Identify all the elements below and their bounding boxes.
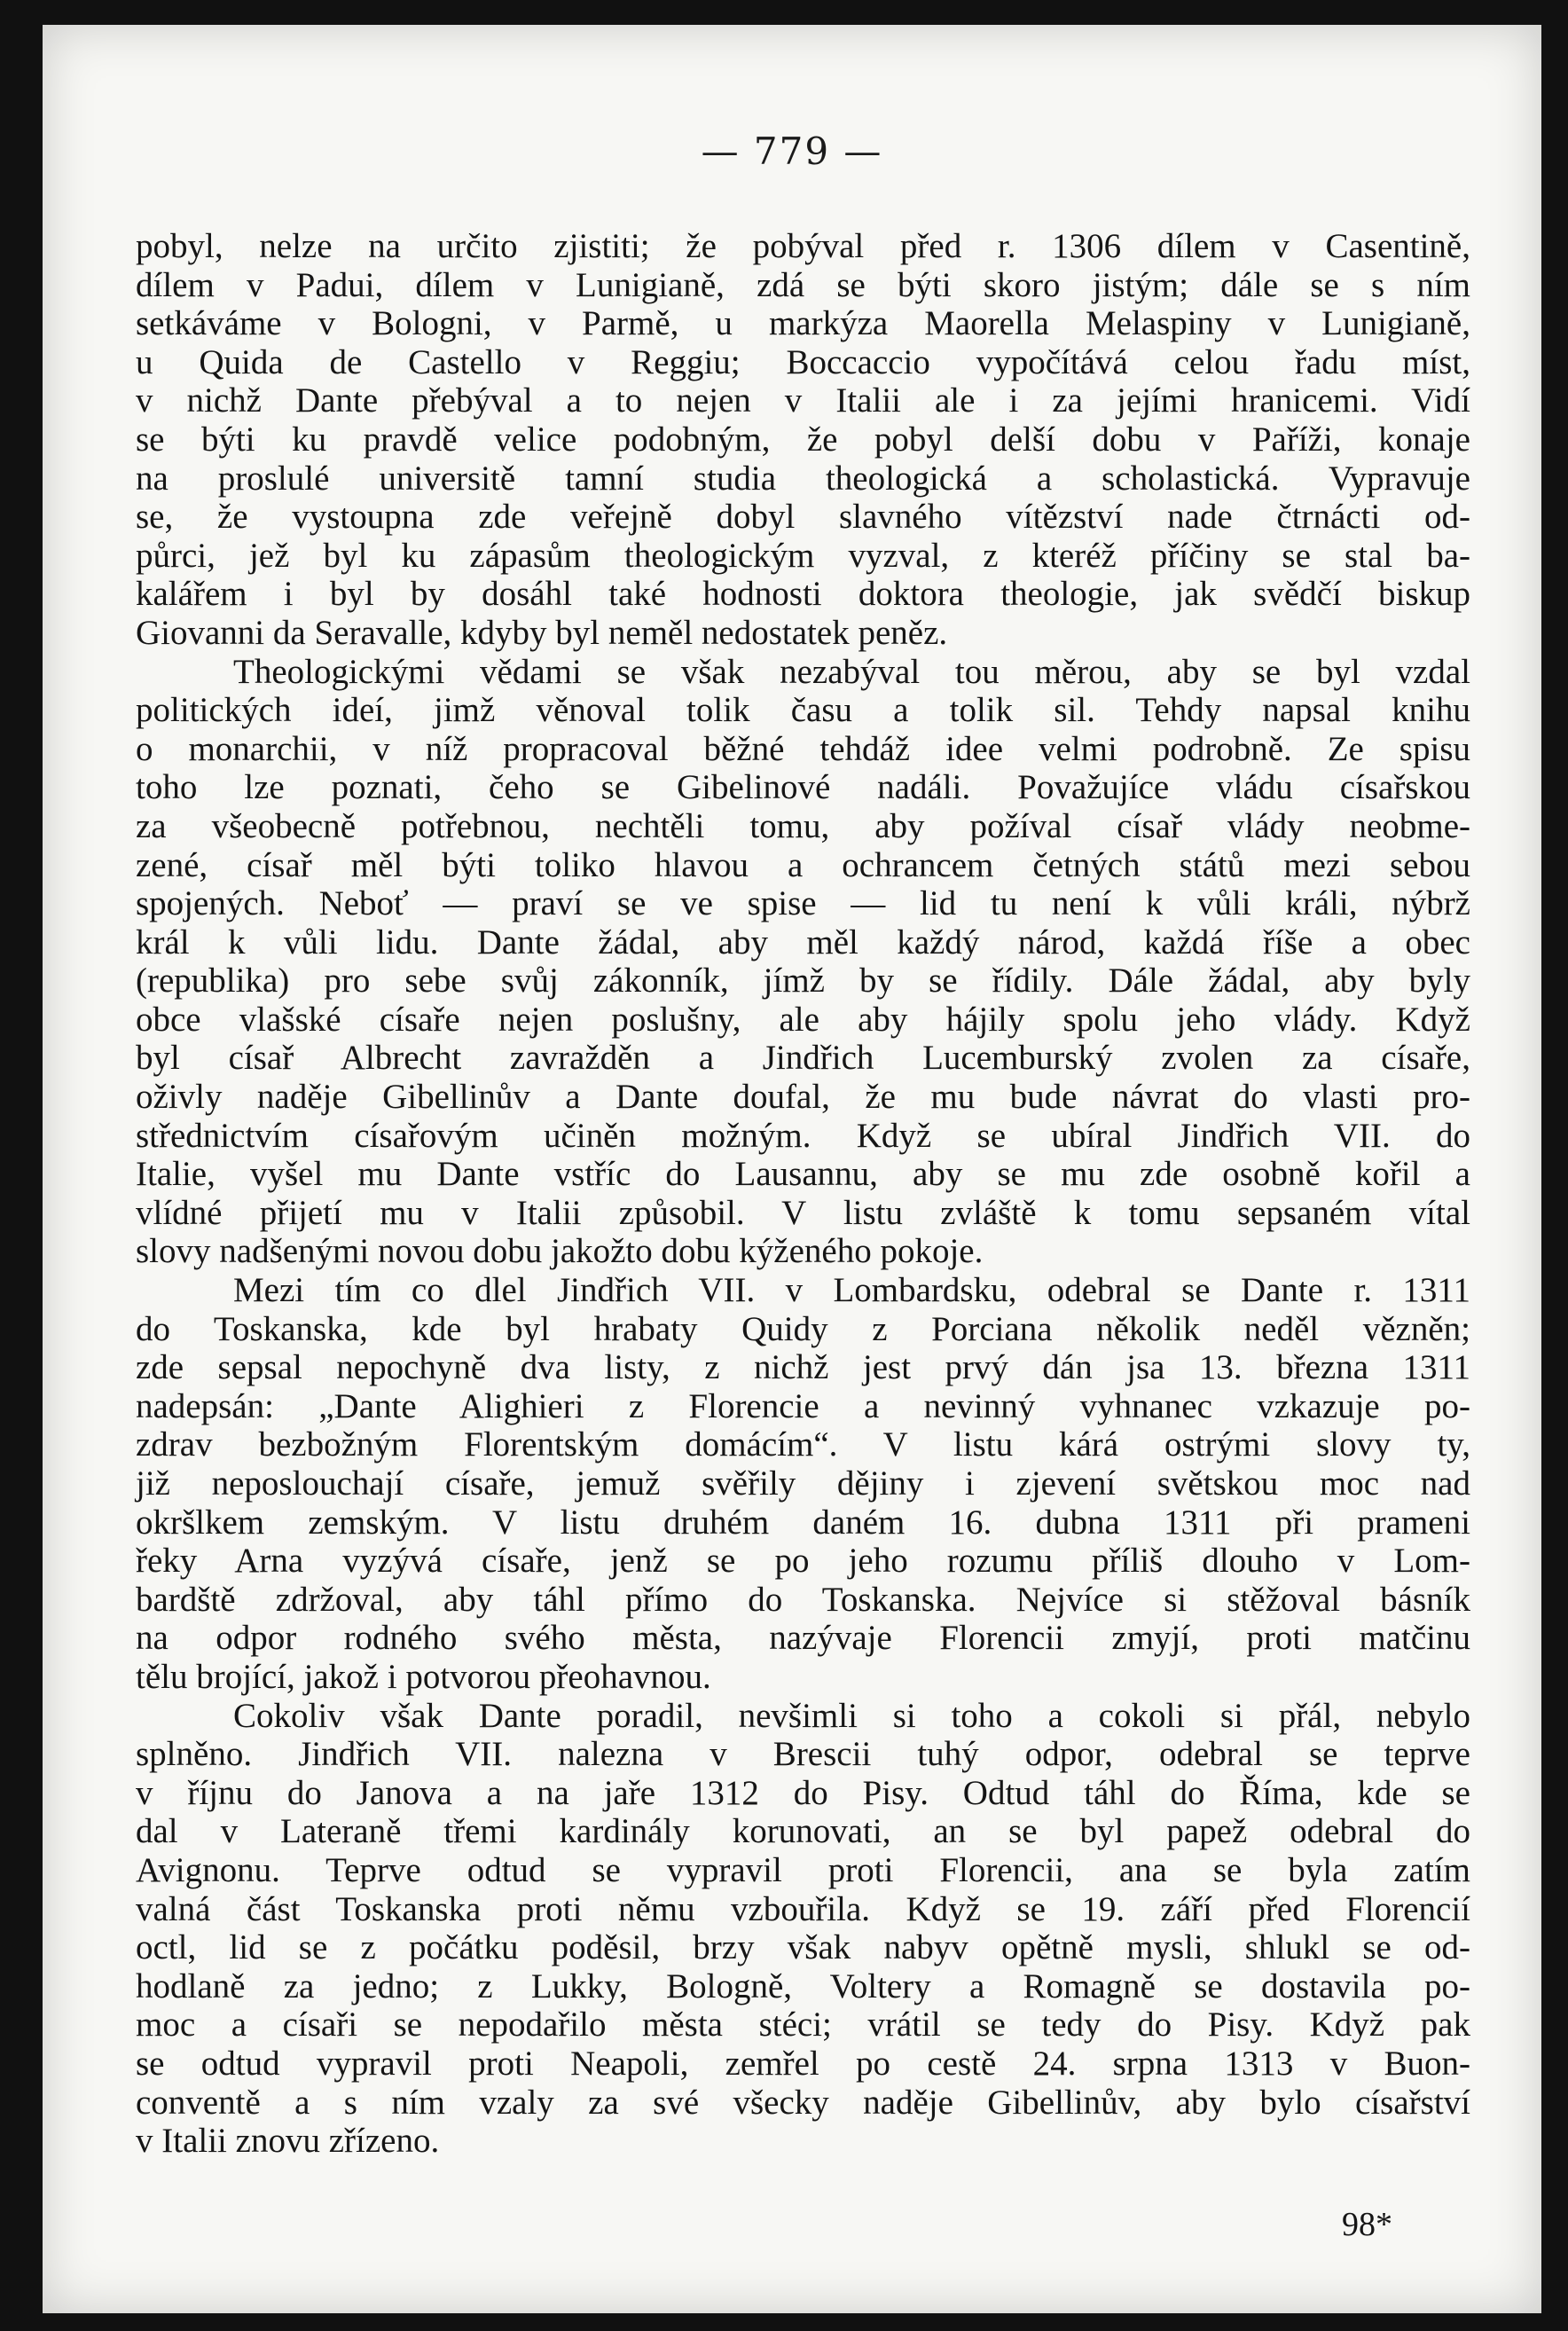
text-line: Italie, vyšel mu Dante vstříc do Lausannu, aby se mu zde osobně kořil a bbox=[136, 1155, 1470, 1194]
text-line: (republika) pro sebe svůj zákonník, jímž by se řídily. Dále žádal, aby byly bbox=[136, 961, 1470, 1001]
text-line: král k vůli lidu. Dante žádal, aby měl každý národ, každá říše a obec bbox=[136, 922, 1470, 961]
text-line: Theologickými vědami se však nezabýval tou měrou, aby se byl vzdal bbox=[233, 652, 1470, 691]
text-line: u Quida de Castello v Reggiu; Boccaccio vypočítává celou řadu míst, bbox=[136, 342, 1470, 381]
text-line: se býti ku pravdě velice podobným, že pobyl delší dobu v Paříži, konaje bbox=[136, 420, 1470, 459]
text-line: conventě a s ním vzaly za své všecky naděje Gibellinův, aby bylo císařství bbox=[136, 2083, 1470, 2122]
text-line: dal v Lateraně třemi kardinály korunovati, an se byl papež odebral do bbox=[136, 1812, 1470, 1851]
text-line: bardště zdržoval, aby táhl přímo do Toskanska. Nejvíce si stěžoval básník bbox=[136, 1580, 1470, 1619]
text-line: setkáváme v Bologni, v Parmě, u markýza Maorella Melaspiny v Lunigianě, bbox=[136, 304, 1470, 343]
text-line: řeky Arna vyzývá císaře, jenž se po jeho rozumu příliš dlouho v Lom- bbox=[136, 1542, 1470, 1581]
text-line: na proslulé universitě tamní studia theologická a scholastická. Vypravuje bbox=[136, 459, 1470, 498]
text-line: za všeobecně potřebnou, nechtěli tomu, aby požíval císař vlády neobme- bbox=[136, 806, 1470, 845]
text-line: octl, lid se z počátku poděsil, brzy však nabyv opětně mysli, shlukl se od- bbox=[136, 1928, 1470, 1967]
text-line: Giovanni da Seravalle, kdyby byl neměl nedostatek peněz. bbox=[136, 613, 948, 652]
text-line: nadepsán: „Dante Alighieri z Florencie a nevinný vyhnanec vzkazuje po- bbox=[136, 1386, 1470, 1425]
text-line: střednictvím císařovým učiněn možným. Když se ubíral Jindřich VII. do bbox=[136, 1116, 1470, 1155]
paragraph bbox=[136, 1271, 1470, 1697]
text-line: vlídné přijetí mu v Italii způsobil. V listu zvláště k tomu sepsaném vítal bbox=[136, 1193, 1470, 1232]
printer-signature-mark: 98* bbox=[1342, 2206, 1392, 2243]
text-line: moc a císaři se nepodařilo města stéci; vrátil se tedy do Pisy. Když pak bbox=[136, 2005, 1470, 2045]
page-number: — 779 — bbox=[701, 130, 883, 173]
text-line: zde sepsal nepochyně dva listy, z nichž jest prvý dán jsa 13. března 1311 bbox=[136, 1348, 1470, 1387]
text-line: Cokoliv však Dante poradil, nevšimli si toho a cokoli si přál, nebylo bbox=[233, 1696, 1470, 1735]
text-line: se odtud vypravil proti Neapoli, zemřel po cestě 24. srpna 1313 v Buon- bbox=[136, 2044, 1470, 2083]
text-line: v nichž Dante přebýval a to nejen v Italii ale i za jejími hranicemi. Vidí bbox=[136, 381, 1470, 420]
text-line: dílem v Padui, dílem v Lunigianě, zdá se býti skoro jistým; dále se s ním bbox=[136, 265, 1470, 304]
body-text bbox=[136, 227, 1470, 2161]
text-line: spojených. Neboť — praví se ve spise — lid tu není k vůli králi, nýbrž bbox=[136, 884, 1470, 923]
text-line: valná část Toskanska proti němu vzbouřila. Když se 19. září před Florencií bbox=[136, 1889, 1470, 1928]
text-line: do Toskanska, kde byl hrabaty Quidy z Porciana několik neděl vězněn; bbox=[136, 1309, 1470, 1348]
text-line: Avignonu. Teprve odtud se vypravil proti Florencii, ana se byla zatím bbox=[136, 1850, 1470, 1889]
text-line: o monarchii, v níž propracoval běžné tehdáž idee velmi podrobně. Ze spisu bbox=[136, 729, 1470, 768]
paragraph bbox=[136, 1697, 1470, 2161]
text-line: toho lze poznati, čeho se Gibelinové nadáli. Považujíce vládu císařskou bbox=[136, 768, 1470, 807]
text-line: zdrav bezbožným Florentským domácím“. V listu kárá ostrými slovy ty, bbox=[136, 1425, 1470, 1464]
text-line: splněno. Jindřich VII. nalezna v Brescii tuhý odpor, odebral se teprve bbox=[136, 1735, 1470, 1774]
text-line: v Italii znovu zřízeno. bbox=[136, 2122, 440, 2161]
text-line: Mezi tím co dlel Jindřich VII. v Lombardsku, odebral se Dante r. 1311 bbox=[233, 1271, 1470, 1310]
paragraph bbox=[136, 653, 1470, 1272]
text-line: slovy nadšenými novou dobu jakožto dobu kýženého pokoje. bbox=[136, 1232, 984, 1271]
book-page bbox=[43, 25, 1541, 2313]
text-line: zené, císař měl býti toliko hlavou a ochrancem četných států mezi sebou bbox=[136, 845, 1470, 884]
text-line: politických ideí, jimž věnoval tolik času a tolik sil. Tehdy napsal knihu bbox=[136, 691, 1470, 730]
text-line: na odpor rodného svého města, nazývaje Florencii zmyjí, proti matčinu bbox=[136, 1619, 1470, 1658]
text-line: půrci, jež byl ku zápasům theologickým vyzval, z kteréž příčiny se stal ba- bbox=[136, 536, 1470, 575]
text-line: již neposlouchají císaře, jemuž svěřily dějiny i zjevení světskou moc nad bbox=[136, 1464, 1470, 1503]
paragraph bbox=[136, 227, 1470, 653]
text-line: kalářem i byl by dosáhl také hodnosti doktora theologie, jak svědčí biskup bbox=[136, 575, 1470, 614]
text-line: pobyl, nelze na určito zjistiti; že pobýval před r. 1306 dílem v Casentině, bbox=[136, 227, 1470, 265]
text-line: se, že vystoupna zde veřejně dobyl slavného vítězství nade čtrnácti od- bbox=[136, 498, 1470, 537]
text-line: v říjnu do Janova a na jaře 1312 do Pisy. Odtud táhl do Říma, kde se bbox=[136, 1773, 1470, 1812]
text-line: tělu brojící, jakož i potvorou přeohavnou. bbox=[136, 1657, 711, 1696]
text-line: hodlaně za jedno; z Lukky, Bologně, Voltery a Romagně se dostavila po- bbox=[136, 1966, 1470, 2005]
text-line: obce vlašské císaře nejen poslušny, ale aby hájily spolu jeho vlády. Když bbox=[136, 1000, 1470, 1039]
text-line: oživly naděje Gibellinův a Dante doufal, že mu bude návrat do vlasti pro- bbox=[136, 1078, 1470, 1117]
text-line: okršlkem zemským. V listu druhém daném 16. dubna 1311 při prameni bbox=[136, 1503, 1470, 1542]
text-line: byl císař Albrecht zavražděn a Jindřich Lucemburský zvolen za císaře, bbox=[136, 1039, 1470, 1078]
